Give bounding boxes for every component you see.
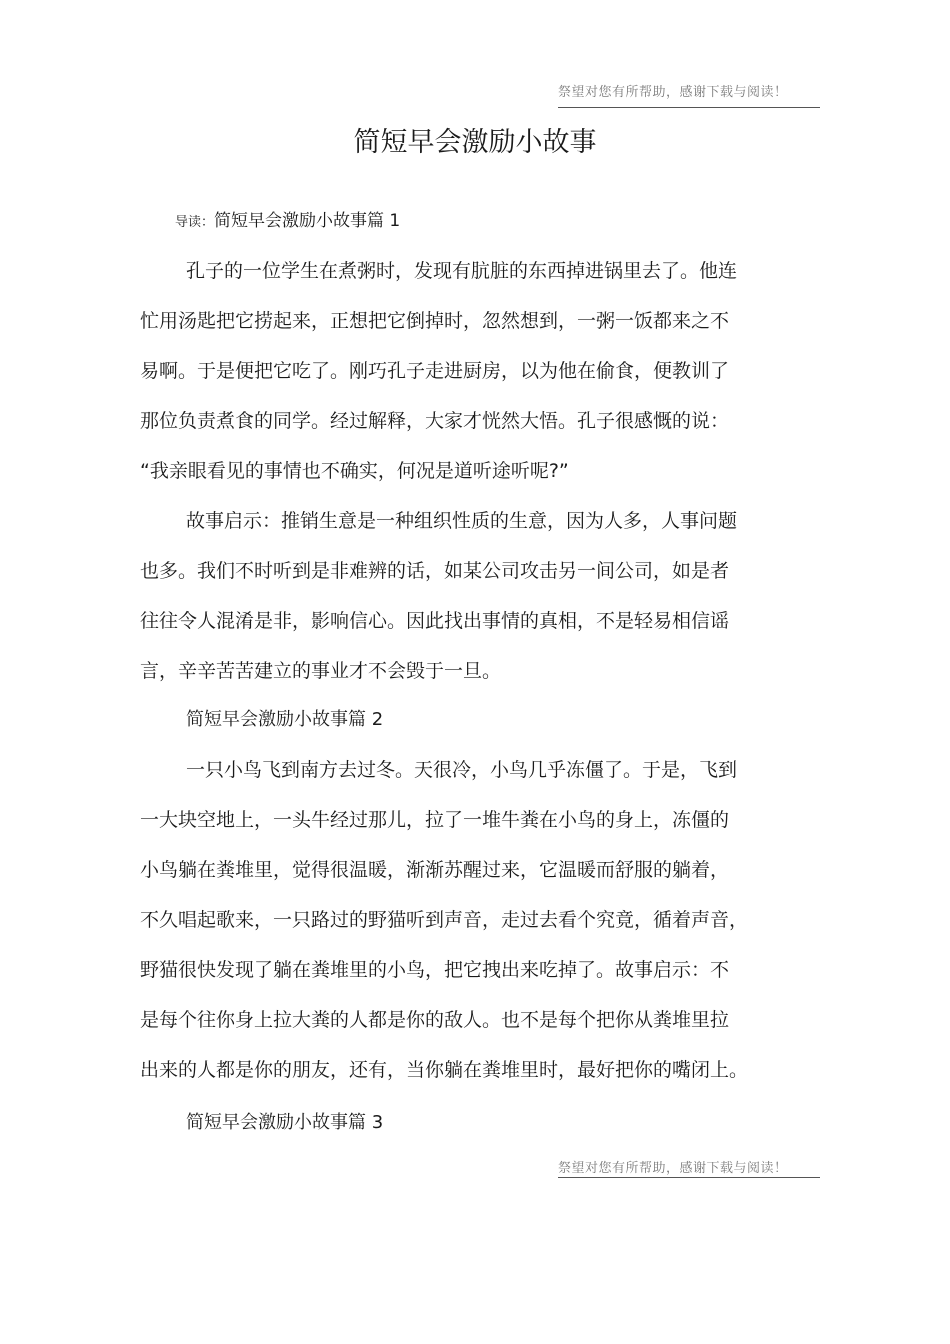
moral-1-paragraph	[140, 496, 810, 696]
intro-line	[175, 206, 400, 238]
footer-divider	[558, 1177, 820, 1178]
intro-lead: 导读：	[175, 215, 215, 230]
paragraph-line: 小鸟躺在粪堆里，觉得很温暖，渐渐苏醒过来，它温暖而舒服的躺着，	[140, 859, 730, 881]
section-3-heading: 简短早会激励小故事篇 3	[186, 1112, 384, 1133]
paragraph-line: 也多。我们不时听到是非难辨的话，如某公司攻击另一间公司，如是者	[140, 560, 730, 582]
story-2-paragraph	[140, 745, 810, 1095]
paragraph-line: 往往令人混淆是非，影响信心。因此找出事情的真相，不是轻易相信谣	[140, 610, 730, 632]
paragraph-line: 一大块空地上，一头牛经过那儿，拉了一堆牛粪在小鸟的身上，冻僵的	[140, 809, 730, 831]
paragraph-line: 易啊。于是便把它吃了。刚巧孔子走进厨房，以为他在偷食，便教训了	[140, 360, 730, 382]
paragraph-line: 不久唱起歌来，一只路过的野猫听到声音，走过去看个究竟，循着声音，	[140, 909, 749, 931]
document-title: 简短早会激励小故事	[353, 127, 597, 158]
header-divider	[558, 107, 820, 108]
paragraph-line: 是每个往你身上拉大粪的人都是你的敌人。也不是每个把你从粪堆里拉	[140, 1009, 730, 1031]
paragraph-line: 一只小鸟飞到南方去过冬。天很冷，小鸟几乎冻僵了。于是，飞到	[186, 759, 738, 781]
paragraph-line: 忙用汤匙把它捞起来，正想把它倒掉时，忽然想到，一粥一饭都来之不	[140, 310, 730, 332]
footer-note: 祭望对您有所帮助，感谢下载与阅读！	[558, 1161, 788, 1176]
paragraph-line: 野猫很快发现了躺在粪堆里的小鸟，把它拽出来吃掉了。故事启示：不	[140, 959, 730, 981]
paragraph-line: 故事启示：推销生意是一种组织性质的生意，因为人多，人事问题	[186, 510, 738, 532]
story-1-paragraph	[140, 246, 810, 496]
intro-text: 简短早会激励小故事篇 1	[214, 211, 401, 231]
section-2-heading: 简短早会激励小故事篇 2	[186, 709, 384, 730]
paragraph-line: 出来的人都是你的朋友，还有，当你躺在粪堆里时，最好把你的嘴闭上。	[140, 1059, 749, 1081]
header-note: 祭望对您有所帮助，感谢下载与阅读！	[558, 85, 788, 100]
paragraph-line: 言，辛辛苦苦建立的事业才不会毁于一旦。	[140, 660, 502, 682]
paragraph-line: 那位负责煮食的同学。经过解释，大家才恍然大悟。孔子很感慨的说：	[140, 410, 730, 432]
paragraph-line: “我亲眼看见的事情也不确实，何况是道听途听呢?”	[140, 460, 569, 482]
paragraph-line: 孔子的一位学生在煮粥时，发现有肮脏的东西掉进锅里去了。他连	[186, 260, 738, 282]
